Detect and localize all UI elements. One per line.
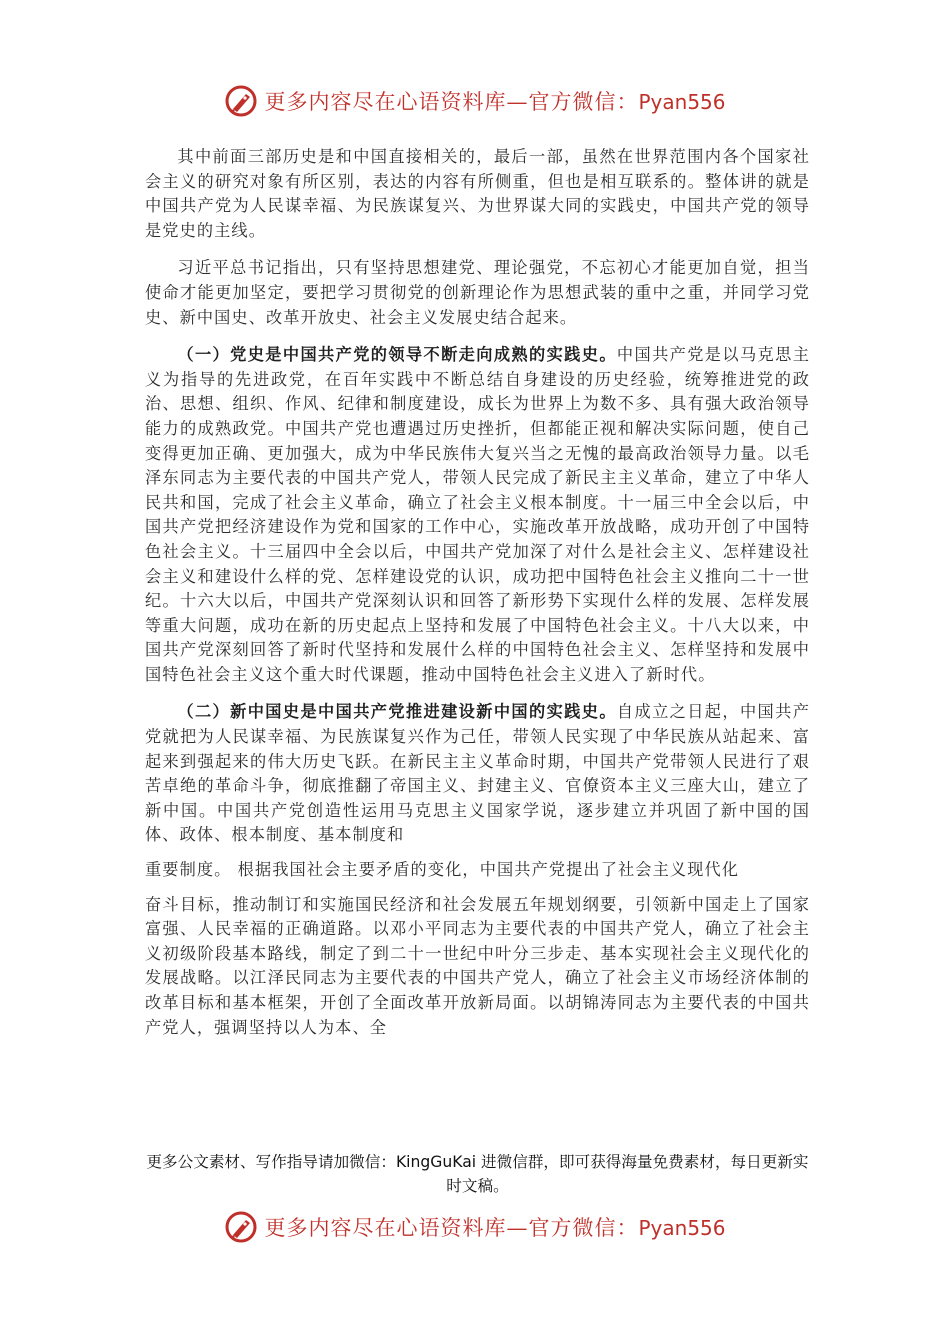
pen-nib-logo-icon: [224, 1210, 258, 1244]
pen-nib-logo-icon: [224, 84, 258, 118]
section-heading-2: （二）新中国史是中国共产党推进建设新中国的实践史。: [177, 702, 617, 722]
header-banner-text: 更多内容尽在心语资料库—官方微信：Pyan556: [264, 90, 726, 114]
footer-wechat-id: Pyan556: [638, 1216, 726, 1240]
footer-banner-text: 更多内容尽在心语资料库—官方微信：Pyan556: [264, 1216, 726, 1240]
document-body: [145, 145, 810, 1053]
header-wechat-id: Pyan556: [638, 90, 726, 114]
section-heading-1: （一）党史是中国共产党的领导不断走向成熟的实践史。: [177, 345, 617, 365]
paragraph-4: （二）新中国史是中国共产党推进建设新中国的实践史。自成立之日起，中国共产党就把为人民谋幸福、为民族谋复兴作为己任，带领人民实现了中华民族从站起来、富起来到强起来的伟大历史飞跃。在新民主主义革命时期，中国共产党带领人民进行了艰苦卓绝的革命斗争，彻底推翻了帝国主义、封建主义、官僚资本主义三座大山，建立了新中国。中国共产党创造性运用马克思主义国家学说，逐步建立并巩固了新中国的国体、政体、根本制度、基本制度和 重要制度。 根据我国社会主要矛盾的变化，中国共产党提出了社会主义现代化 奋斗目标，推动制订和实施国民经济和社会发展五年规划纲要，引领新中国走上了国家富强、人民幸福的正确道路。以邓小平同志为主要代表的中国共产党人，确立了社会主义初级阶段基本路线，制定了到二十一世纪中叶分三步走、基本实现社会主义现代化的发展战略。以江泽民同志为主要代表的中国共产党人，确立了社会主义市场经济体制的改革目标和基本框架，开创了全面改革开放新局面。以胡锦涛同志为主要代表的中国共产党人，强调坚持以人为本、全: [145, 702, 810, 1037]
paragraph-1: 其中前面三部历史是和中国直接相关的，最后一部，虽然在世界范围内各个国家社会主义的研究对象有所区别，表达的内容有所侧重，但也是相互联系的。整体讲的就是中国共产党为人民谋幸福、为民族谋复兴、为世界谋大同的实践史，中国共产党的领导是党史的主线。: [145, 147, 810, 240]
footer-banner: [0, 1210, 950, 1244]
header-banner: [0, 84, 950, 118]
paragraph-3: （一）党史是中国共产党的领导不断走向成熟的实践史。中国共产党是以马克思主义为指导的先进政党，在百年实践中不断总结自身建设的历史经验，统筹推进党的政治、思想、组织、作风、纪律和制度建设，成长为世界上为数不多、具有强大政治领导能力的成熟政党。中国共产党也遭遇过历史挫折，但都能正视和解决实际问题，使自己变得更加正确、更加强大，成为中华民族伟大复兴当之无愧的最高政治领导力量。以毛泽东同志为主要代表的中国共产党人，带领人民完成了新民主主义革命，建立了中华人民共和国，完成了社会主义革命，确立了社会主义根本制度。十一届三中全会以后，中国共产党把经济建设作为党和国家的工作中心，实施改革开放战略，成功开创了中国特色社会主义。十三届四中全会以后，中国共产党加深了对什么是社会主义、怎样建设社会主义和建设什么样的党、怎样建设党的认识，成功把中国特色社会主义推向二十一世纪。十六大以后，中国共产党深刻认识和回答了新形势下实现什么样的发展、怎样发展等重大问题，成功在新的历史起点上坚持和发展了中国特色社会主义。十八大以来，中国共产党深刻回答了新时代坚持和发展什么样的中国特色社会主义、怎样坚持和发展中国特色社会主义这个重大时代课题，推动中国特色社会主义进入了新时代。: [145, 345, 810, 684]
paragraph-2: 习近平总书记指出，只有坚持思想建党、理论强党，不忘初心才能更加自觉，担当使命才能更加坚定，要把学习贯彻党的创新理论作为思想武装的重中之重，并同学习党史、新中国史、改革开放史、社会主义发展史结合起来。: [145, 258, 810, 327]
footer-note: 更多公文素材、写作指导请加微信：KingGuKai 进微信群，即可获得海量免费素材，每日更新实时文稿。: [146, 1153, 809, 1195]
